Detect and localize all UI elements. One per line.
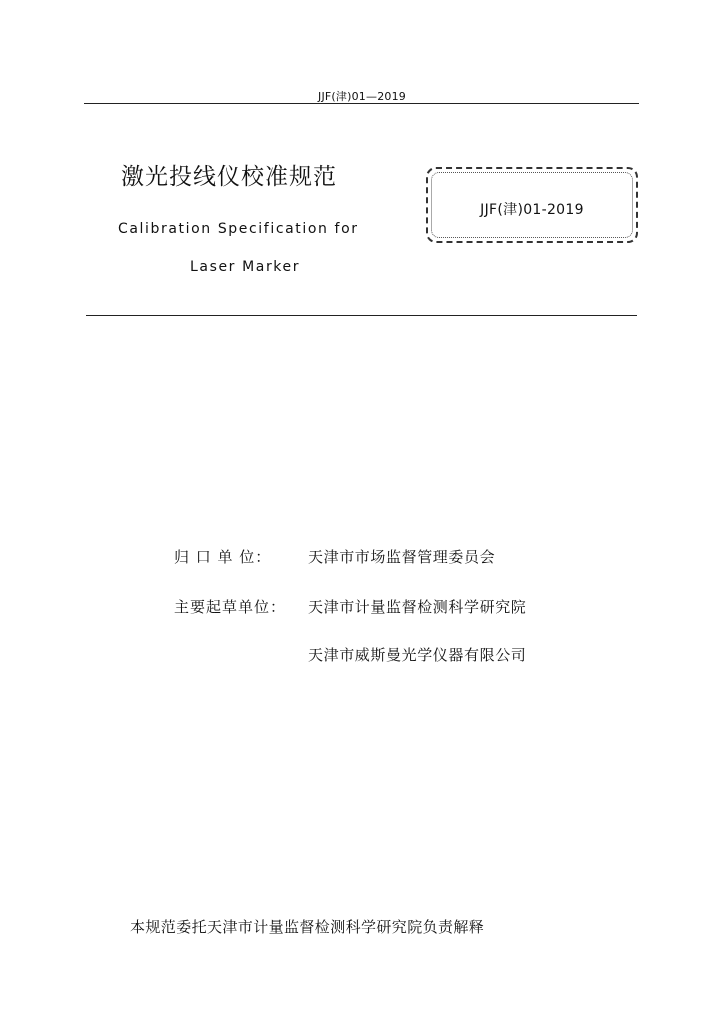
- drafting-unit-value-1: 天津市计量监督检测科学研究院: [308, 598, 527, 616]
- document-title-english-line-2: Laser Marker: [190, 259, 301, 275]
- responsible-unit-value: 天津市市场监督管理委员会: [308, 548, 496, 566]
- interpretation-note: 本规范委托天津市计量监督检测科学研究院负责解释: [130, 918, 485, 936]
- standard-code-box-text: JJF(津)01-2019: [480, 202, 584, 218]
- header-divider: [84, 103, 639, 104]
- header-standard-code: JJF(津)01—2019: [318, 90, 406, 103]
- document-title-english-line-1: Calibration Specification for: [118, 221, 359, 237]
- drafting-unit-value-2: 天津市威斯曼光学仪器有限公司: [308, 646, 527, 664]
- document-title-chinese: 激光投线仪校准规范: [121, 164, 337, 190]
- title-divider: [86, 315, 637, 316]
- responsible-unit-label: 归 口 单 位：: [174, 548, 272, 566]
- standard-code-box: [426, 167, 638, 243]
- drafting-unit-label: 主要起草单位：: [174, 598, 287, 616]
